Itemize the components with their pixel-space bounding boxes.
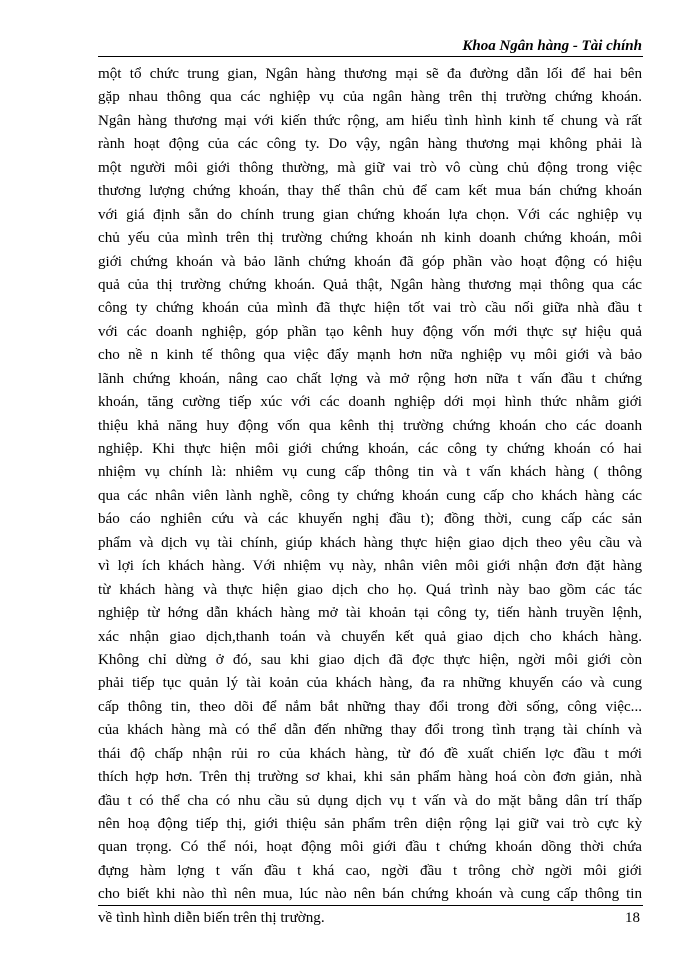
text-line: quả của thị trường chứng khoán. Quả thật, Ngân hàng thương mại thông qua các <box>98 276 642 293</box>
text-line: nghiệp từ hớng dẫn khách hàng mở tài khoản tại công ty, tiến hành truyền lệnh, <box>98 605 642 622</box>
text-line: đựng hàm lợng t vấn đầu t khá cao, ngời đầu t trông chờ ngời môi giới <box>98 862 642 879</box>
text-line: gặp nhau thông qua các nghiệp vụ của ngân hàng trên thị trường chứng khoán. <box>98 89 642 106</box>
text-line: thích hợp hơn. Trên thị trường sơ khai, khi sản phẩm hàng hoá còn đơn giản, nhà <box>98 769 642 786</box>
text-line: từ khách hàng và thực hiện giao dịch cho họ. Quá trình này bao gồm các tác <box>98 581 642 598</box>
text-line: nhiệm vụ chính là: nhiêm vụ cung cấp thông tin và t vấn khách hàng ( thông <box>98 464 642 481</box>
text-line: vì lợi ích khách hàng. Với nhiệm vụ này, nhân viên môi giới nhận đơn đặt hàng <box>98 558 642 575</box>
text-line: nên hoạ động tiếp thị, giới thiệu sản phẩm trên diện rộng lại giữ vai trò cực kỳ <box>98 816 642 832</box>
text-line: một người môi giới thông thường, mà giữ vai trò vô cùng chủ động trong việc <box>98 159 642 176</box>
text-line: báo cáo nghiên cứu và các khuyến nghị đầu t); đồng thời, cung cấp các sản <box>98 511 642 528</box>
text-line: với các doanh nghiệp, góp phần tạo kênh huy động vốn mới thực sự hiệu quả <box>98 323 642 340</box>
text-line: về tình hình diễn biến trên thị trường. <box>98 909 325 926</box>
text-line: Ngân hàng thương mại với kiến thức rộng, am hiểu tình hình kinh tế chung và rất <box>98 112 642 129</box>
text-line: với giá định sẵn do chính trung gian chứng khoán lựa chọn. Với các nghiệp vụ <box>98 206 642 223</box>
footer-divider <box>98 905 643 906</box>
text-line: đầu t có thể cha có nhu cầu sủ dụng dịch vụ t vấn và do mặt bằng dân trí thấp <box>98 792 642 809</box>
text-line: phải tiếp tục quản lý tài koản của khách hàng, đa ra những khuyến cáo và cung <box>98 675 642 692</box>
text-line: thương lượng chứng khoán, thay thế thân chủ để cam kết mua bán chứng khoán <box>98 183 642 200</box>
text-line: một tổ chức trung gian, Ngân hàng thương mại sẽ đa đường dẫn lối để hai bên <box>98 66 642 82</box>
text-line: cho nề n kinh tế thông qua việc đẩy mạnh hơn nữa nghiệp vụ môi giới và bảo <box>98 347 642 364</box>
text-line: nghiệp. Khi thực hiện môi giới chứng khoán, các công ty chứng khoán có hai <box>98 441 642 457</box>
text-line: thiệu khả năng huy động vốn qua kênh thị trường chứng khoán cho các doanh <box>98 417 642 434</box>
text-line: rành hoạt động của các công ty. Do vậy, ngân hàng thương mại không phải là <box>98 136 642 153</box>
text-line: thái độ chấp nhận rủi ro của khách hàng, từ đó đề xuất chiến lợc đầu t mới <box>98 745 642 762</box>
text-line: của khách hàng mà có thể dẫn đến những thay đổi trong tình trạng tài chính và <box>98 722 642 739</box>
body-paragraph <box>98 63 642 930</box>
text-line: Không chỉ dừng ở đó, sau khi giao dịch đã đợc thực hiện, ngời môi giới còn <box>98 651 642 668</box>
running-header: Khoa Ngân hàng - Tài chính <box>462 38 642 54</box>
header-divider <box>98 56 643 57</box>
text-line: khoán, tăng cường tiếp xúc với các doanh nghiệp dới mọi hình thức nhằm giới <box>98 394 642 411</box>
text-line: quan trọng. Có thể nói, hoạt động môi giới đầu t chứng khoán dồng thời chứa <box>98 839 642 856</box>
text-line: xác nhận giao dịch,thanh toán và chuyển kết quả giao dịch cho khách hàng. <box>98 628 642 645</box>
text-line: lãnh chứng khoán, nâng cao chất lợng và mở rộng hơn nữa t vấn đầu t chứng <box>98 370 642 387</box>
text-line: phẩm và dịch vụ tài chính, giúp khách hàng thực hiện giao dịch theo yêu cầu và <box>98 534 642 551</box>
text-line: chủ yếu của mình trên thị trường chứng khoán nh kinh doanh chứng khoán, môi <box>98 230 642 247</box>
text-line: qua các nhân viên lành nghề, công ty chứng khoán cung cấp cho khách hàng các <box>98 487 642 504</box>
text-line: cho biết khi nào thì nên mua, lúc nào nên bán chứng khoán và cung cấp thông tin <box>98 886 642 903</box>
text-line: giới chứng khoán và bảo lãnh chứng khoán đã góp phần vào hoạt động có hiệu <box>98 253 642 270</box>
text-line: công ty chứng khoán của mình đã thực hiện tốt vai trò cầu nối giữa nhà đầu t <box>98 300 642 317</box>
page-number: 18 <box>625 910 640 926</box>
text-line: cấp thông tin, theo dõi để nắm bắt những thay đổi trong đời sống, công việc... <box>98 698 642 715</box>
